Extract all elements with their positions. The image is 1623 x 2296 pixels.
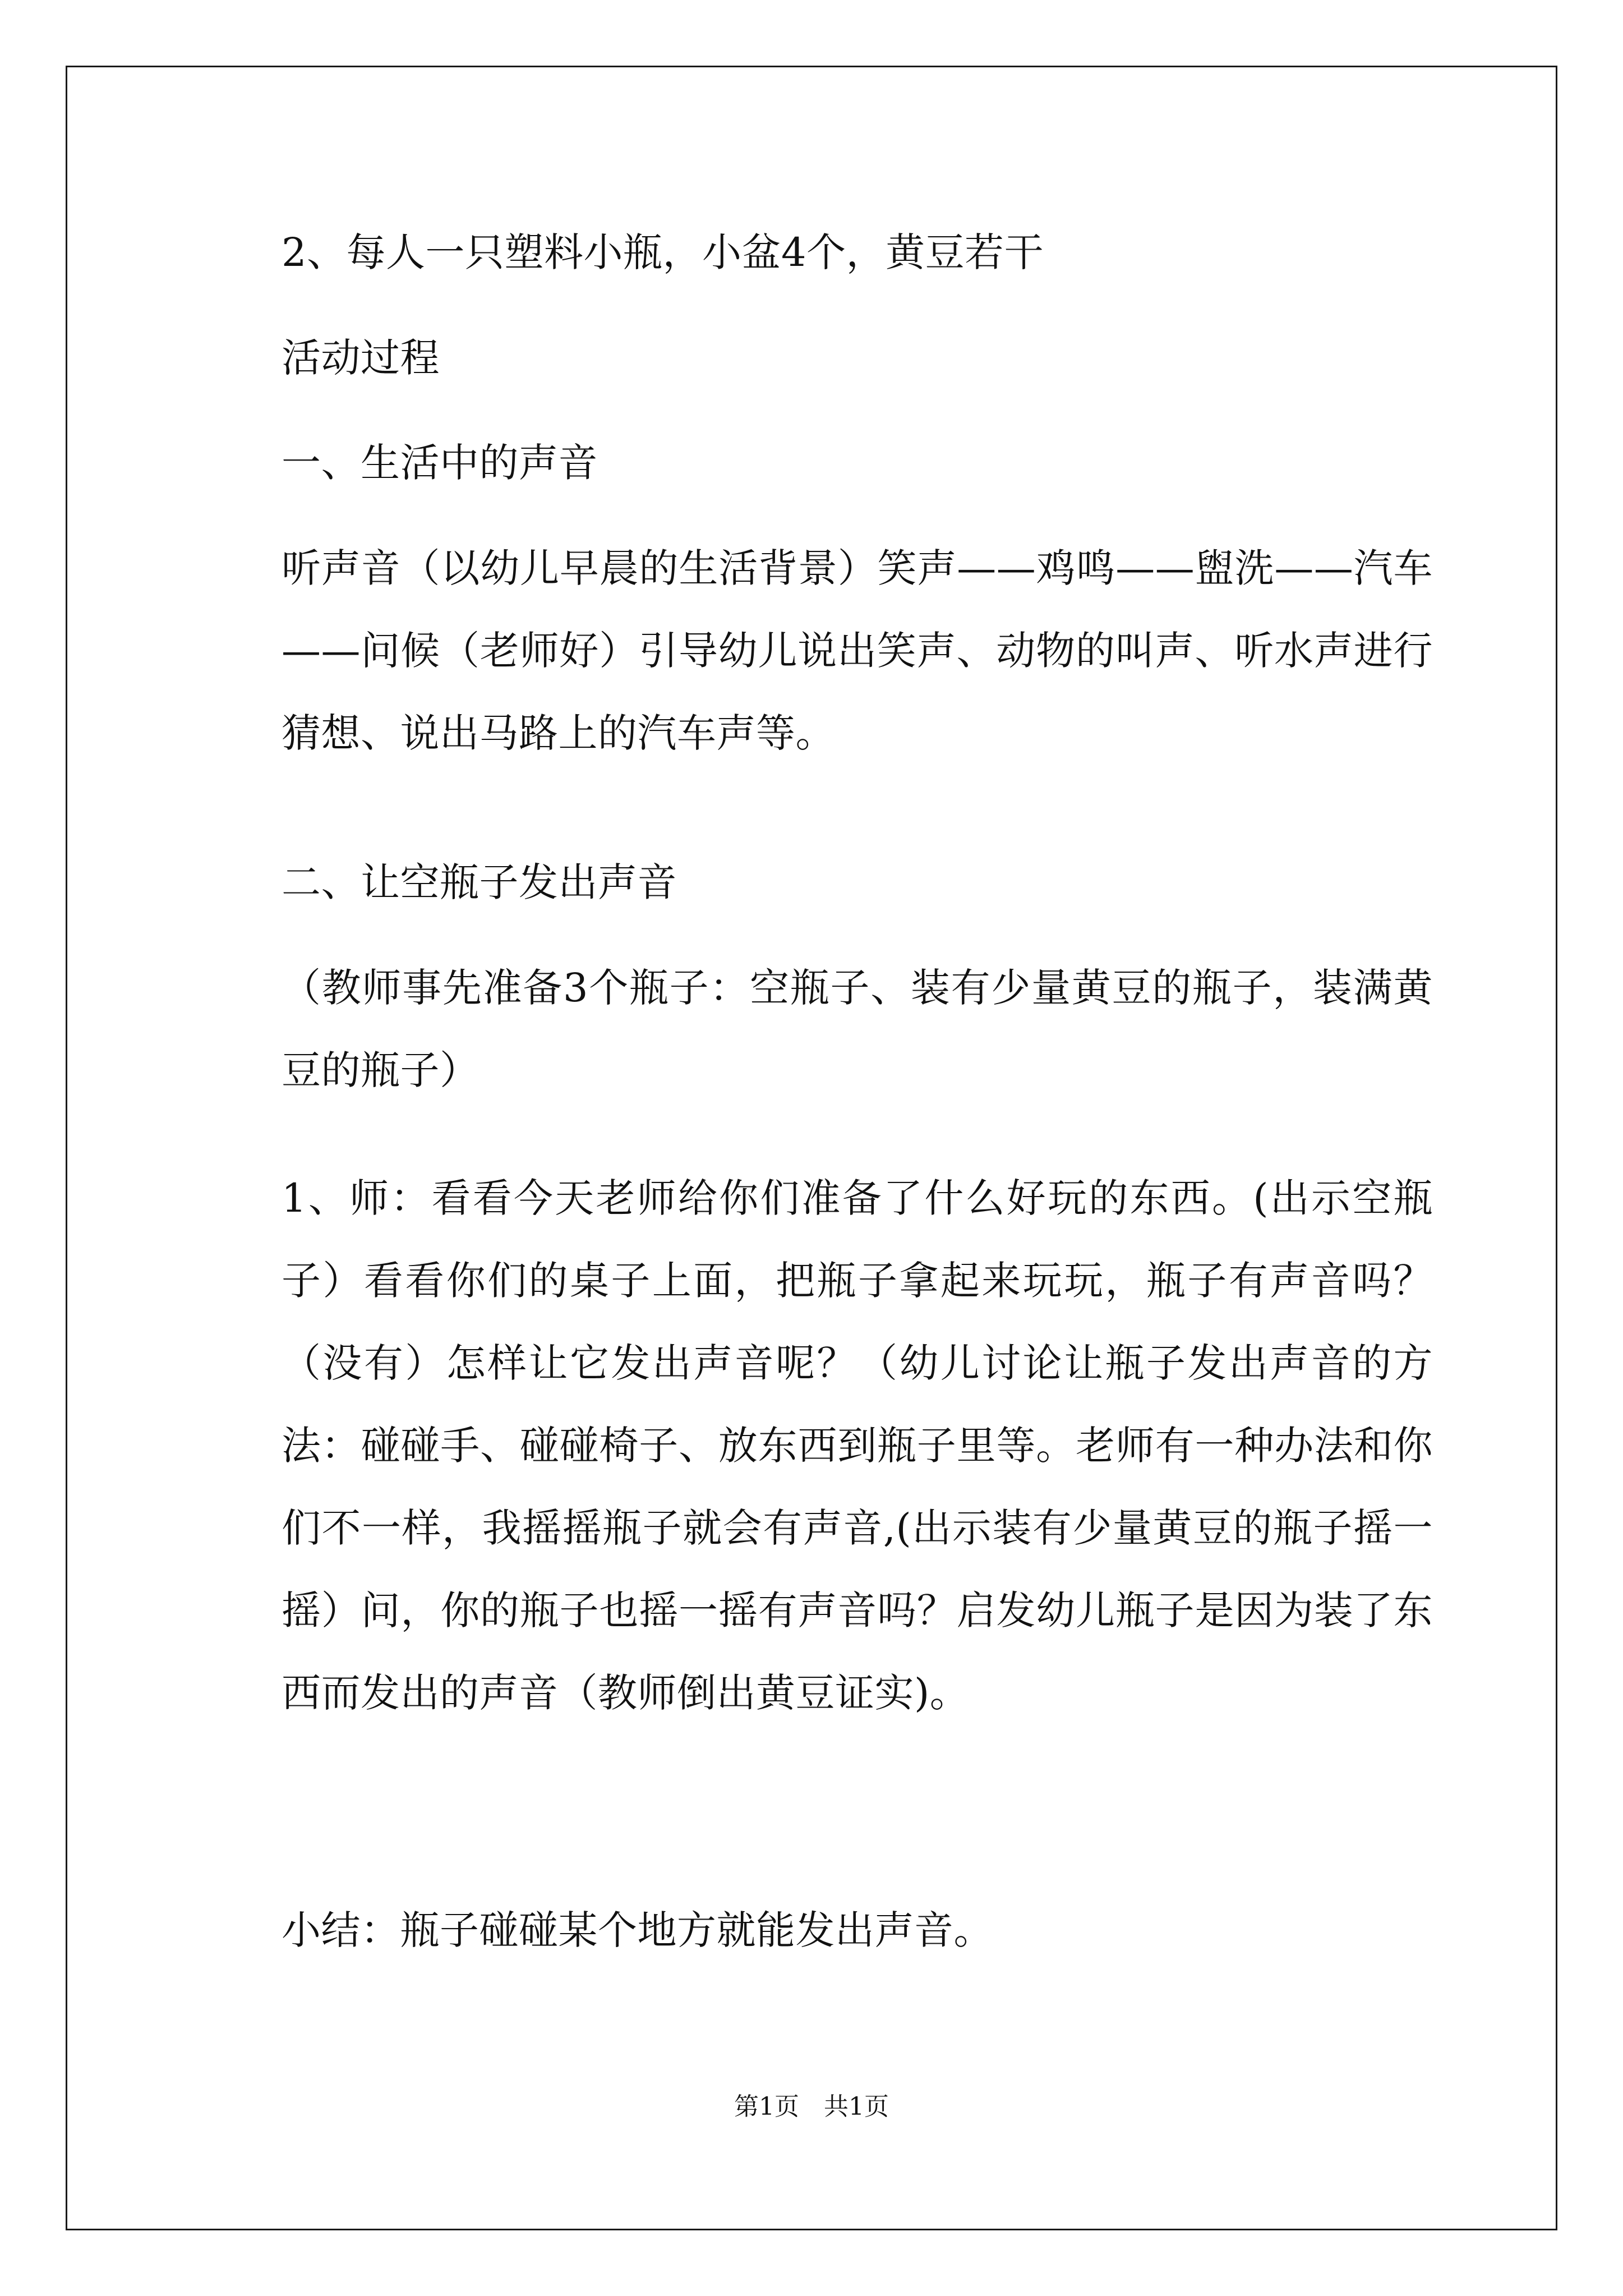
paragraph-section-two-heading: 二、让空瓶子发出声音 [282, 859, 677, 905]
paragraph-teacher-prep: （教师事先准备3个瓶子：空瓶子、装有少量黄豆的瓶子，装满黄豆的瓶子） [282, 965, 1433, 1093]
page-number-current: 第1页 [734, 2092, 799, 2121]
page-footer [0, 2090, 1623, 2124]
page-number-total: 共1页 [824, 2092, 889, 2121]
paragraph-listen-sounds: 听声音（以幼儿早晨的生活背景）笑声——鸡鸣——盥洗——汽车——问候（老师好）引导幼儿说出笑声、动物的叫声、听水声进行猜想、说出马路上的汽车声等。 [282, 545, 1433, 756]
paragraph-materials: 2、每人一只塑料小瓶，小盆4个，黄豆若干 [282, 229, 1044, 275]
paragraph-activity-process: 活动过程 [282, 335, 440, 381]
paragraph-summary: 小结：瓶子碰碰某个地方就能发出声音。 [282, 1907, 993, 1953]
paragraph-section-one-heading: 一、生活中的声音 [282, 440, 598, 486]
paragraph-step-one: 1、师：看看今天老师给你们准备了什么好玩的东西。(出示空瓶子）看看你们的桌子上面，把瓶子拿起来玩玩，瓶子有声音吗？（没有）怎样让它发出声音呢？（幼儿讨论让瓶子发出声音的方法：碰碰手、碰碰椅子、放东西到瓶子里等。老师有一种办法和你们不一样，我摇摇瓶子就会有声音,(出示装有少量黄豆的瓶子摇一摇）问，你的瓶子也摇一摇有声音吗？启发幼儿瓶子是因为装了东西而发出的声音（教师倒出黄豆证实)。 [282, 1175, 1433, 1716]
